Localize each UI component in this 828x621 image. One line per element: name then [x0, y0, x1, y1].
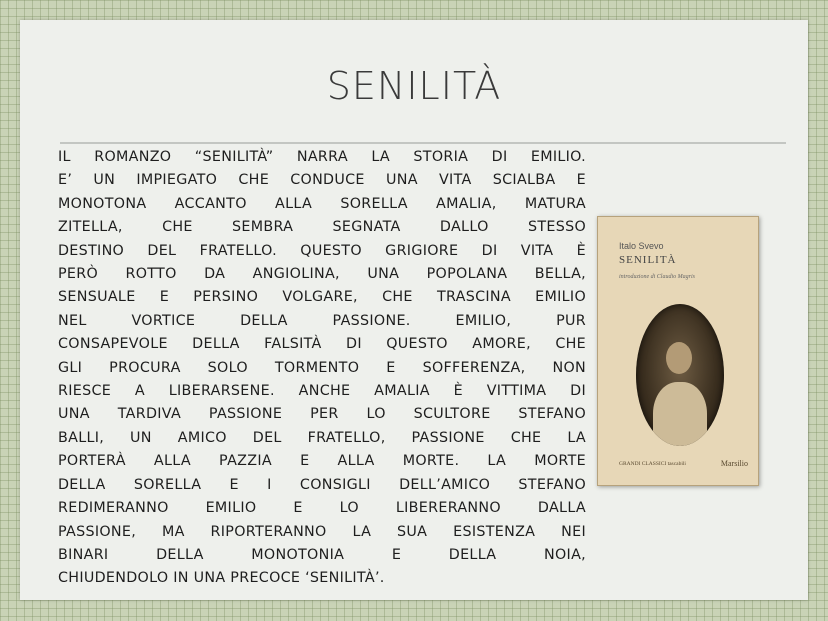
- slide: [20, 20, 808, 600]
- text-line: DELLA SORELLA E I CONSIGLI DELL’AMICO STEFANO: [58, 476, 586, 493]
- title-divider: [60, 142, 786, 144]
- book-title: SENILITÀ: [619, 254, 677, 266]
- text-line: CONSAPEVOLE DELLA FALSITÀ DI QUESTO AMORE, CHE: [58, 336, 586, 353]
- text-line: NEL VORTICE DELLA PASSIONE. EMILIO, PUR: [58, 312, 586, 329]
- text-line: PASSIONE, MA RIPORTERANNO LA SUA ESISTENZA NEI: [58, 523, 586, 540]
- text-line: CHIUDENDOLO IN UNA PRECOCE ‘SENILITÀ’.: [58, 570, 385, 587]
- text-line: PERÒ ROTTO DA ANGIOLINA, UNA POPOLANA BELLA,: [58, 266, 586, 283]
- text-line: UNA TARDIVA PASSIONE PER LO SCULTORE STEFANO: [58, 406, 586, 423]
- portrait-face: [666, 342, 692, 374]
- text-line: PORTERÀ ALLA PAZZIA E ALLA MORTE. LA MORTE: [58, 453, 586, 470]
- slide-title: SENILITÀ: [326, 64, 502, 108]
- text-line: GLI PROCURA SOLO TORMENTO E SOFFERENZA, NON: [58, 359, 586, 376]
- body-text: [58, 146, 586, 591]
- text-line: E’ UN IMPIEGATO CHE CONDUCE UNA VITA SCIALBA E: [58, 172, 586, 189]
- text-line: MONOTONA ACCANTO ALLA SORELLA AMALIA, MATURA: [58, 195, 586, 212]
- book-intro: introduzione di Claudio Magris: [619, 274, 695, 280]
- author-portrait: [636, 304, 724, 446]
- text-line: BINARI DELLA MONOTONIA E DELLA NOIA,: [58, 546, 586, 563]
- text-line: SENSUALE E PERSINO VOLGARE, CHE TRASCINA EMILIO: [58, 289, 586, 306]
- book-author: Italo Svevo: [619, 241, 664, 251]
- book-publisher: Marsilio: [720, 459, 748, 468]
- text-line: REDIMERANNO EMILIO E LO LIBERERANNO DALLA: [58, 500, 586, 517]
- portrait-shirt: [653, 382, 707, 446]
- text-line: DESTINO DEL FRATELLO. QUESTO GRIGIORE DI VITA È: [58, 242, 586, 259]
- text-line: ZITELLA, CHE SEMBRA SEGNATA DALLO STESSO: [58, 219, 586, 236]
- book-cover-image: [597, 216, 759, 486]
- text-line: BALLI, UN AMICO DEL FRATELLO, PASSIONE CHE LA: [58, 429, 586, 446]
- book-series: GRANDI CLASSICI tascabili: [619, 461, 686, 467]
- text-line: IL ROMANZO “SENILITÀ” NARRA LA STORIA DI EMILIO.: [58, 149, 586, 165]
- text-line: RIESCE A LIBERARSENE. ANCHE AMALIA È VITTIMA DI: [58, 383, 586, 400]
